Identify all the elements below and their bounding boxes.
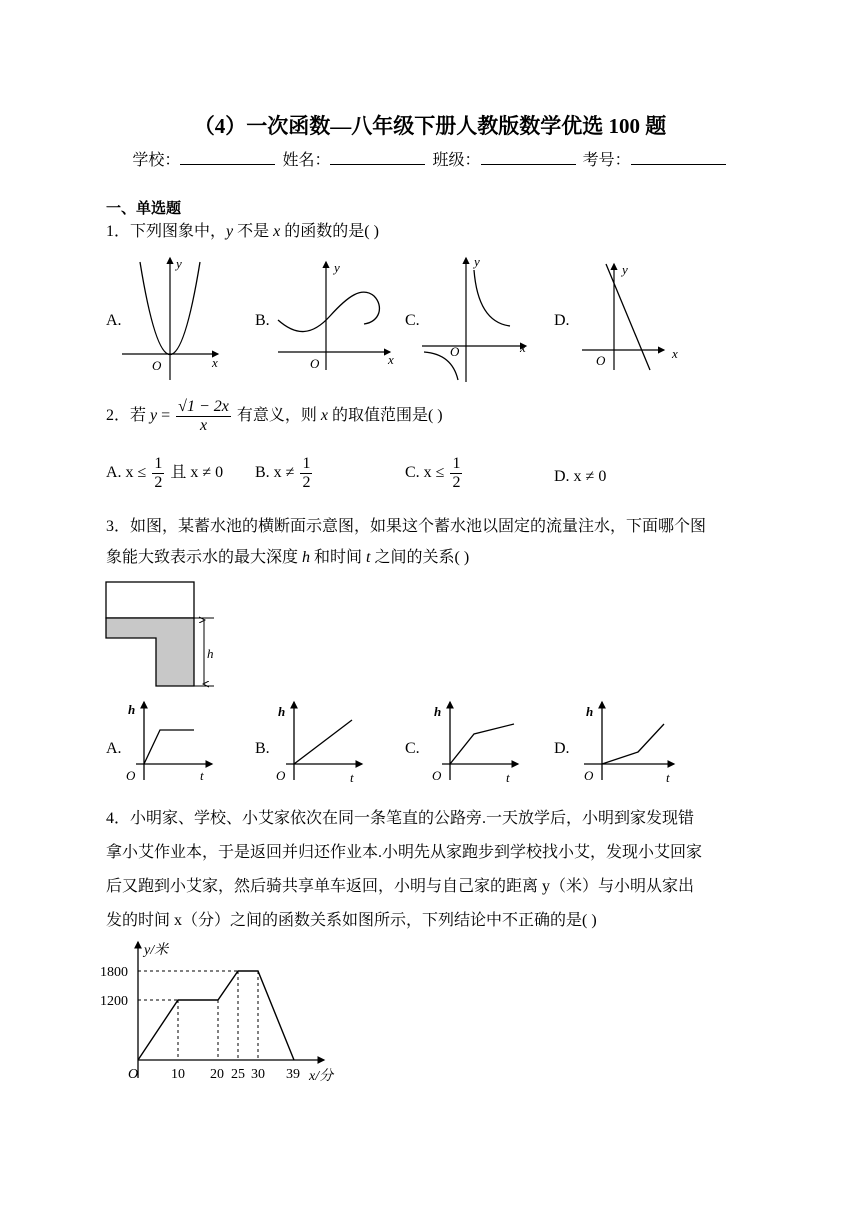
q2-option-d[interactable]: D. x ≠ 0	[554, 468, 607, 485]
q3-option-a-label[interactable]: A.	[106, 740, 122, 757]
q1-graph-s-curve	[272, 254, 400, 372]
q3-graph-c	[428, 698, 523, 786]
svg-text:x: x	[388, 352, 394, 367]
q1-graph-parabola	[118, 252, 230, 382]
svg-text:h: h	[586, 704, 594, 719]
origin-label: O	[152, 358, 162, 373]
q4-xtick-25: 25	[231, 1067, 245, 1082]
q1-graph-line	[580, 258, 690, 376]
name-label: 姓名：	[282, 150, 331, 169]
svg-text:O: O	[596, 353, 606, 368]
svg-text:t: t	[200, 768, 204, 783]
q2-option-a[interactable]: A. x ≤ $\frac{1}{2}$ 且 x ≠ 0	[106, 455, 224, 491]
q4-xtick-20: 20	[210, 1067, 224, 1082]
svg-text:h: h	[434, 704, 442, 719]
q4-distance-time-graph	[98, 938, 348, 1088]
svg-text:O: O	[432, 768, 442, 783]
svg-text:O: O	[584, 768, 594, 783]
svg-text:t: t	[350, 770, 354, 785]
q4-xtick-10: 10	[171, 1067, 185, 1082]
question-1-stem: 1．下列图象中，y 不是 x 的函数的是( )	[106, 223, 379, 240]
name-blank[interactable]	[330, 150, 425, 165]
class-label: 班级：	[432, 150, 481, 169]
svg-text:O: O	[310, 356, 320, 371]
svg-text:t: t	[506, 770, 510, 785]
q1-option-c-label[interactable]: C.	[405, 312, 420, 329]
question-4-line-2: 拿小艾作业本，于是返回并归还作业本.小明先从家跑步到学校找小艾，发现小艾回家	[106, 844, 703, 861]
svg-text:y: y	[622, 262, 628, 277]
school-label: 学校：	[132, 150, 181, 169]
q4-ytick-1800: 1800	[100, 965, 128, 980]
question-4-line-4: 发的时间 x（分）之间的函数关系如图所示，下列结论中不正确的是( )	[106, 912, 597, 929]
svg-text:h: h	[128, 702, 136, 717]
school-blank[interactable]	[180, 150, 275, 165]
axis-y-label: y	[176, 256, 182, 271]
page-title: （4）一次函数—八年级下册人教版数学优选 100 题	[193, 114, 667, 138]
q2-option-b[interactable]: B. x ≠ $\frac{1}{2}$	[255, 455, 311, 491]
svg-text:x: x	[672, 346, 678, 361]
class-blank[interactable]	[481, 150, 576, 165]
svg-text:h: h	[278, 704, 286, 719]
q3-graph-d	[580, 698, 680, 786]
q3-option-d-label[interactable]: D.	[554, 740, 570, 757]
depth-label: h	[207, 646, 214, 661]
q4-xtick-30: 30	[251, 1067, 265, 1082]
question-4-line-1: 4．小明家、学校、小艾家依次在同一条笔直的公路旁.一天放学后，小明到家发现错	[106, 810, 695, 827]
question-4-line-3: 后又跑到小艾家，然后骑共享单车返回，小明与自己家的距离 y（米）与小明从家出	[106, 878, 695, 895]
q3-graph-b	[272, 698, 367, 786]
svg-text:y: y	[334, 260, 340, 275]
q1-option-a-label[interactable]: A.	[106, 312, 122, 329]
q2-option-c[interactable]: C. x ≤ $\frac{1}{2}$	[405, 455, 461, 491]
student-info-line	[0, 147, 860, 170]
q1-graph-hyperbola	[418, 252, 533, 384]
q3-option-b-label[interactable]: B.	[255, 740, 270, 757]
svg-text:y: y	[474, 254, 480, 269]
q1-option-d-label[interactable]: D.	[554, 312, 570, 329]
q4-origin: O	[128, 1067, 139, 1082]
svg-text:O: O	[126, 768, 136, 783]
q4-xlabel: x/分	[309, 1069, 334, 1084]
q1-option-b-label[interactable]: B.	[255, 312, 270, 329]
svg-text:O: O	[450, 344, 460, 359]
svg-text:t: t	[666, 770, 670, 785]
svg-text:O: O	[276, 768, 286, 783]
q3-graph-a	[122, 698, 217, 786]
svg-text:x: x	[520, 340, 526, 355]
question-3-line-1: 3．如图，某蓄水池的横断面示意图，如果这个蓄水池以固定的流量注水，下面哪个图	[106, 518, 707, 535]
axis-x-label: x	[212, 355, 218, 370]
question-3-line-2: 象能大致表示水的最大深度 h 和时间 t 之间的关系( )	[106, 549, 470, 566]
q4-xtick-39: 39	[286, 1067, 300, 1082]
q3-reservoir-diagram	[100, 578, 225, 690]
q3-option-c-label[interactable]: C.	[405, 740, 420, 757]
q4-ylabel: y/米	[144, 943, 169, 958]
exam-number-blank[interactable]	[631, 150, 726, 165]
question-2-stem: 2．若 y = $\frac{√1 - 2x}{x}$ 有意义，则 x 的取值范围是( )	[106, 398, 443, 434]
q4-ytick-1200: 1200	[100, 994, 128, 1009]
section-heading: 一、单选题	[106, 199, 182, 217]
exam-number-label: 考号：	[582, 150, 631, 169]
